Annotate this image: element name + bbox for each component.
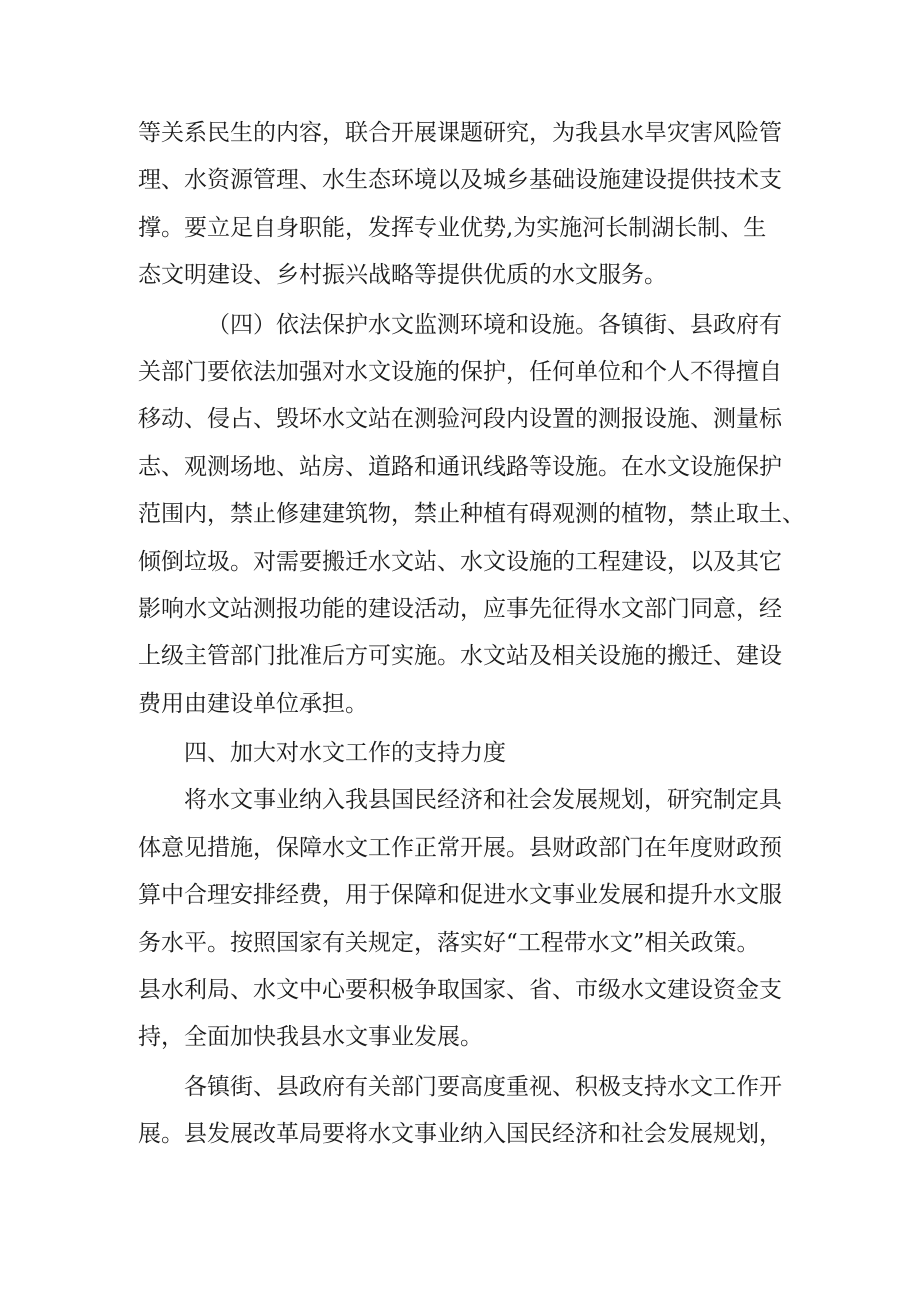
text-line: 等关系民生的内容，联合开展课题研究，为我县水旱灾害风险管	[138, 120, 782, 146]
text-line: 费用由建设单位承担。	[138, 690, 368, 717]
document-body	[138, 110, 805, 1159]
text-line: 影响水文站测报功能的建设活动，应事先征得水文部门同意，经	[138, 595, 782, 622]
text-line: 持，全面加快我县水文事业发展。	[138, 1024, 483, 1051]
text-line: 将水文事业纳入我县国民经济和社会发展规划，研究制定具	[184, 787, 782, 814]
text-line: 四、加大对水文工作的支持力度	[184, 740, 506, 767]
text-line: 理、水资源管理、水生态环境以及城乡基础设施建设提供技术支	[138, 167, 782, 194]
text-line: 关部门要依法加强对水文设施的保护，任何单位和个人不得擅自	[138, 358, 782, 385]
text-line: 倾倒垃圾。对需要搬迁水文站、水文设施的工程建设，以及其它	[138, 548, 782, 575]
text-line: 志、观测场地、站房、道路和通讯线路等设施。在水文设施保护	[138, 453, 782, 480]
text-line: 算中合理安排经费，用于保障和促进水文事业发展和提升水文服	[138, 882, 782, 909]
text-line: 范围内，禁止修建建筑物，禁止种植有碍观测的植物，禁止取土、	[138, 501, 805, 528]
text-line: 体意见措施，保障水文工作正常开展。县财政部门在年度财政预	[138, 834, 782, 861]
text-line: 移动、侵占、毁坏水文站在测验河段内设置的测报设施、测量标	[138, 406, 782, 433]
text-line: 务水平。按照国家有关规定，落实好“工程带水文”相关政策。	[138, 929, 760, 956]
text-line: 展。县发展改革局要将水文事业纳入国民经济和社会发展规划，	[138, 1121, 782, 1148]
text-line: 各镇街、县政府有关部门要高度重视、积极支持水文工作开	[184, 1073, 782, 1100]
text-line: （四）依法保护水文监测环境和设施。各镇街、县政府有	[207, 311, 782, 338]
text-line: 上级主管部门批准后方可实施。水文站及相关设施的搬迁、建设	[138, 643, 782, 670]
text-line: 撑。要立足自身职能，发挥专业优势,为实施河长制湖长制、生	[138, 214, 767, 241]
text-line: 县水利局、水文中心要积极争取国家、省、市级水文建设资金支	[138, 977, 782, 1004]
text-line: 态文明建设、乡村振兴战略等提供优质的水文服务。	[138, 262, 667, 289]
